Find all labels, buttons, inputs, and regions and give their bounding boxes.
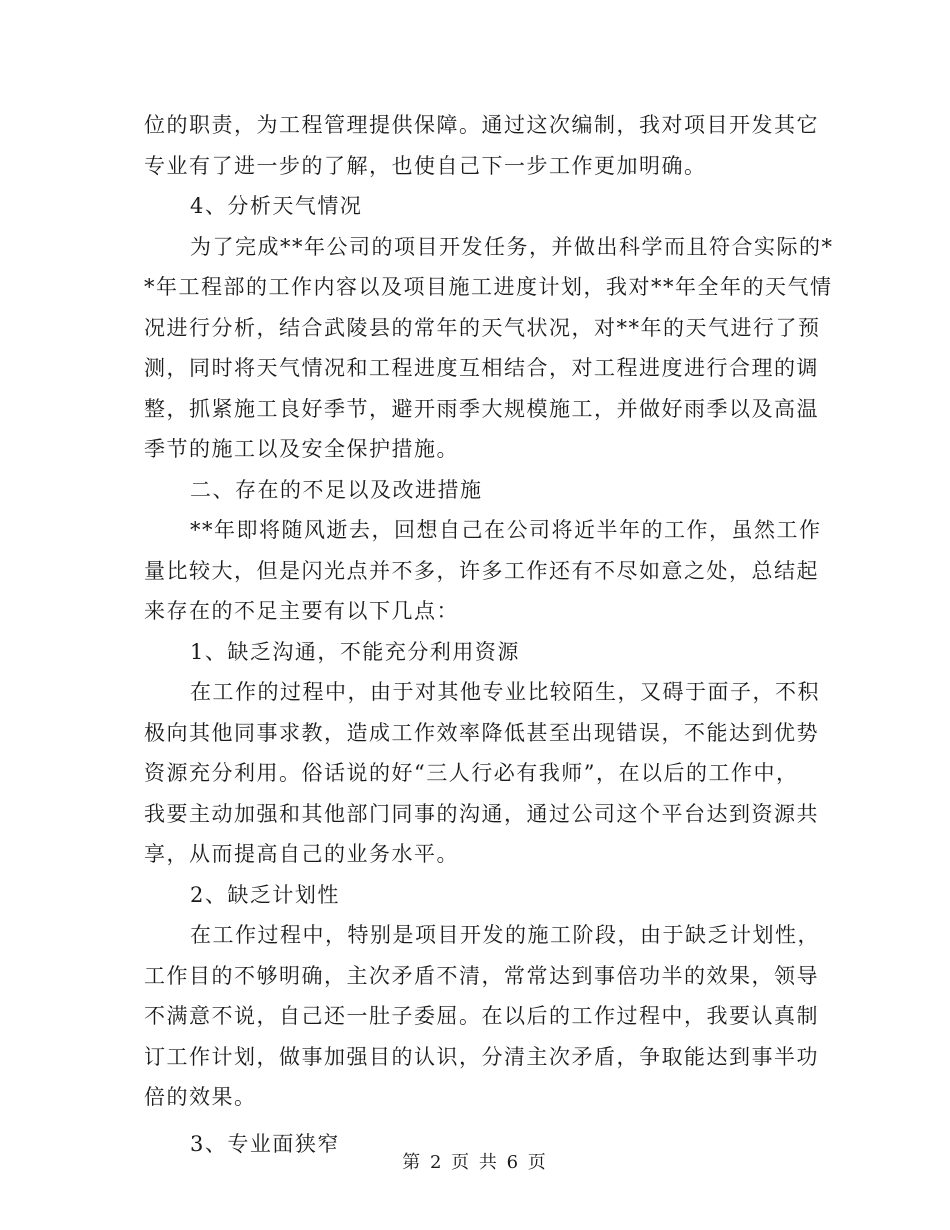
section-heading: 1、缺乏沟通，不能充分利用资源	[190, 639, 520, 664]
text-line: 极向其他同事求教，造成工作效率降低甚至出现错误，不能达到优势	[144, 720, 819, 745]
text-line: 为了完成**年公司的项目开发任务，并做出科学而且符合实际的*	[190, 234, 834, 259]
text-line: 在工作过程中，特别是项目开发的施工阶段，由于缺乏计划性，	[190, 923, 820, 947]
text-line: 订工作计划，做事加强目的认识，分清主次矛盾，争取能达到事半功	[144, 1044, 819, 1069]
text-line: 整，抓紧施工良好季节，避开雨季大规模施工，并做好雨季以及高温	[144, 396, 819, 421]
text-line: 在工作的过程中，由于对其他专业比较陌生，又碍于面子，不积	[190, 680, 820, 704]
text-line: 倍的效果。	[144, 1085, 257, 1109]
text-line: 资源充分利用。俗话说的好“三人行必有我师”，在以后的工作中，	[144, 761, 799, 785]
section-heading: 4、分析天气情况	[190, 194, 363, 218]
text-line: 来存在的不足主要有以下几点：	[144, 599, 459, 623]
text-line: 位的职责，为工程管理提供保障。通过这次编制，我对项目开发其它	[144, 113, 819, 137]
page-number-footer: 第 2 页 共 6 页	[402, 1152, 548, 1173]
section-heading: 2、缺乏计划性	[190, 882, 340, 907]
section-heading: 二、存在的不足以及改进措施	[190, 477, 483, 502]
text-line: *年工程部的工作内容以及项目施工进度计划，我对**年全年的天气情	[144, 275, 833, 299]
text-line: 量比较大，但是闪光点并不多，许多工作还有不尽如意之处，总结起	[144, 558, 819, 583]
text-line: 不满意不说，自己还一肚子委屈。在以后的工作过程中，我要认真制	[144, 1004, 819, 1028]
text-line: 我要主动加强和其他部门同事的沟通，通过公司这个平台达到资源共	[144, 801, 819, 826]
section-heading: 3、专业面狭窄	[190, 1131, 340, 1156]
text-line: 况进行分析，结合武陵县的常年的天气状况，对**年的天气进行了预	[144, 315, 821, 340]
text-line: **年即将随风逝去，回想自己在公司将近半年的工作，虽然工作	[190, 518, 822, 542]
text-line: 测，同时将天气情况和工程进度互相结合，对工程进度进行合理的调	[144, 356, 819, 380]
text-line: 工作目的不够明确，主次矛盾不清，常常达到事倍功半的效果，领导	[144, 963, 819, 988]
document-body	[144, 105, 834, 1164]
text-line: 享，从而提高自己的业务水平。	[144, 842, 459, 866]
text-line: 季节的施工以及安全保护措施。	[144, 437, 459, 461]
text-line: 专业有了进一步的了解，也使自己下一步工作更加明确。	[144, 153, 707, 178]
